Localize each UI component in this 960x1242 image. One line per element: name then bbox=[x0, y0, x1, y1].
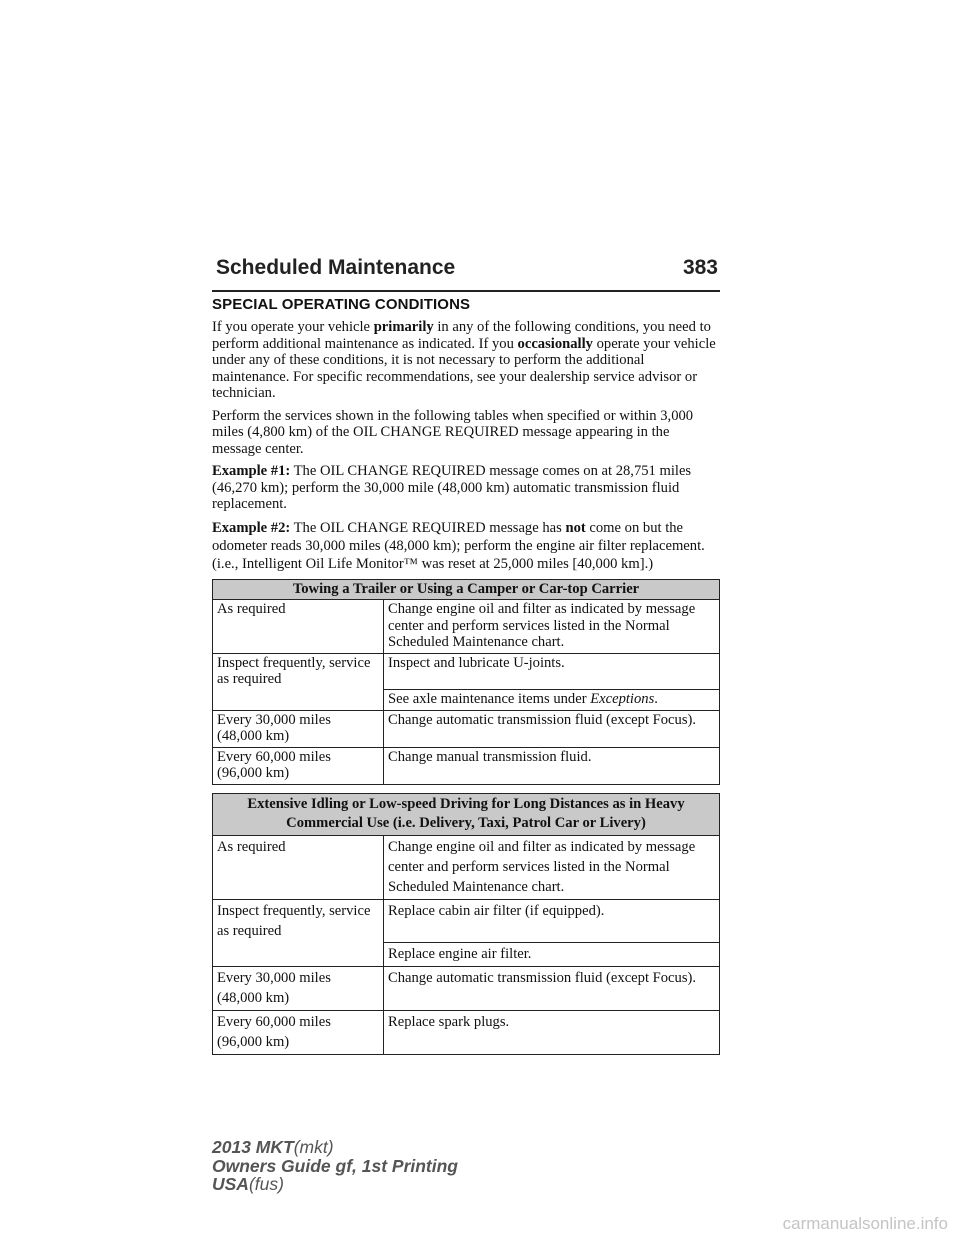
service-cell bbox=[384, 690, 720, 711]
example-1-label: Example #1: bbox=[212, 463, 291, 479]
service-cell: Change engine oil and filter as indicated by message center and perform services listed in the Normal Scheduled Maintenance chart. bbox=[384, 835, 720, 899]
page-header bbox=[212, 256, 720, 292]
intro-text-3: operate your vehicle under any of these conditions, it is not necessary to perform the additional maintenance. For specific recommendations, see your dealership service advisor or technician. bbox=[212, 335, 716, 401]
towing-maintenance-table bbox=[212, 579, 720, 785]
table-row bbox=[213, 943, 720, 967]
service-cell: Replace spark plugs. bbox=[384, 1011, 720, 1055]
exceptions-reference: Exceptions bbox=[590, 691, 655, 707]
service-cell: Change automatic transmission fluid (except Focus). bbox=[384, 710, 720, 747]
print-footer bbox=[212, 1138, 458, 1194]
page-title: Scheduled Maintenance bbox=[216, 256, 456, 279]
footer-model-code: (mkt) bbox=[293, 1137, 334, 1157]
idling-table-header: Extensive Idling or Low-speed Driving for Long Distances as in Heavy Commercial Use (i.e. Delivery, Taxi, Patrol Car or Livery) bbox=[213, 793, 720, 835]
table-row bbox=[213, 899, 720, 943]
watermark-link[interactable]: carmanualsonline.info bbox=[782, 1214, 948, 1233]
interval-cell: Every 30,000 miles (48,000 km) bbox=[213, 710, 384, 747]
service-cell: Change engine oil and filter as indicated by message center and perform services listed in the Normal Scheduled Maintenance chart. bbox=[384, 600, 720, 654]
example-2-text-2: come on but the odometer reads 30,000 miles (48,000 km); perform the engine air filter replacement. (i.e., Intelligent Oil Life Monitor™ was reset at 25,000 miles [40,000 km].) bbox=[212, 519, 705, 572]
table-row bbox=[213, 710, 720, 747]
intro-paragraph bbox=[212, 319, 720, 402]
page-number: 383 bbox=[682, 256, 718, 279]
example-2-paragraph bbox=[212, 519, 720, 573]
page-content bbox=[212, 296, 720, 1061]
service-text: See axle maintenance items under bbox=[388, 691, 591, 707]
footer-line-2 bbox=[212, 1157, 458, 1176]
example-2-text-1: The OIL CHANGE REQUIRED message has bbox=[290, 519, 566, 536]
table-row bbox=[213, 967, 720, 1011]
intro-text-2: in any of the following conditions, you need to perform additional maintenance as indicated. If you bbox=[212, 319, 711, 352]
intro-bold-occasionally: occasionally bbox=[517, 335, 593, 352]
example-1-text: The OIL CHANGE REQUIRED message comes on at 28,751 miles (46,270 km); perform the 30,000 mile (48,000 km) automatic transmission fluid replacement. bbox=[212, 463, 692, 512]
interval-cell: Inspect frequently, service as required bbox=[213, 653, 384, 690]
footer-region: USA bbox=[212, 1174, 249, 1194]
table-row bbox=[213, 653, 720, 690]
example-1-paragraph bbox=[212, 463, 720, 513]
footer-line-1 bbox=[212, 1138, 458, 1157]
service-cell: Change automatic transmission fluid (except Focus). bbox=[384, 967, 720, 1011]
interval-cell: Every 60,000 miles (96,000 km) bbox=[213, 747, 384, 784]
interval-cell: As required bbox=[213, 600, 384, 654]
table-row bbox=[213, 690, 720, 711]
service-text-suffix: . bbox=[654, 691, 658, 707]
idling-maintenance-table bbox=[212, 793, 720, 1056]
table-row bbox=[213, 600, 720, 654]
service-cell: Replace cabin air filter (if equipped). bbox=[384, 899, 720, 943]
interval-cell: Every 60,000 miles (96,000 km) bbox=[213, 1011, 384, 1055]
footer-model: 2013 MKT bbox=[212, 1137, 294, 1157]
interval-cell bbox=[213, 690, 384, 711]
service-cell: Replace engine air filter. bbox=[384, 943, 720, 967]
service-cell: Inspect and lubricate U-joints. bbox=[384, 653, 720, 690]
interval-cell: Every 30,000 miles (48,000 km) bbox=[213, 967, 384, 1011]
footer-line-3 bbox=[212, 1175, 458, 1194]
footer-guide: Owners Guide gf, 1st Printing bbox=[212, 1155, 458, 1176]
table-row bbox=[213, 1011, 720, 1055]
table-row bbox=[213, 747, 720, 784]
section-heading: SPECIAL OPERATING CONDITIONS bbox=[212, 296, 471, 313]
example-2-bold-not: not bbox=[565, 519, 586, 536]
interval-cell: As required bbox=[213, 835, 384, 899]
intro-bold-primarily: primarily bbox=[373, 319, 434, 335]
interval-cell bbox=[213, 943, 384, 967]
footer-region-code: (fus) bbox=[248, 1174, 284, 1194]
interval-cell: Inspect frequently, service as required bbox=[213, 899, 384, 943]
towing-table-header: Towing a Trailer or Using a Camper or Car-top Carrier bbox=[213, 579, 720, 600]
example-2-label: Example #2: bbox=[212, 519, 291, 536]
intro-text-1: If you operate your vehicle bbox=[212, 319, 374, 335]
service-cell: Change manual transmission fluid. bbox=[384, 747, 720, 784]
services-paragraph: Perform the services shown in the following tables when specified or within 3,000 miles (4,800 km) of the OIL CHANGE REQUIRED message appearing in the message center. bbox=[212, 407, 694, 457]
table-row bbox=[213, 835, 720, 899]
